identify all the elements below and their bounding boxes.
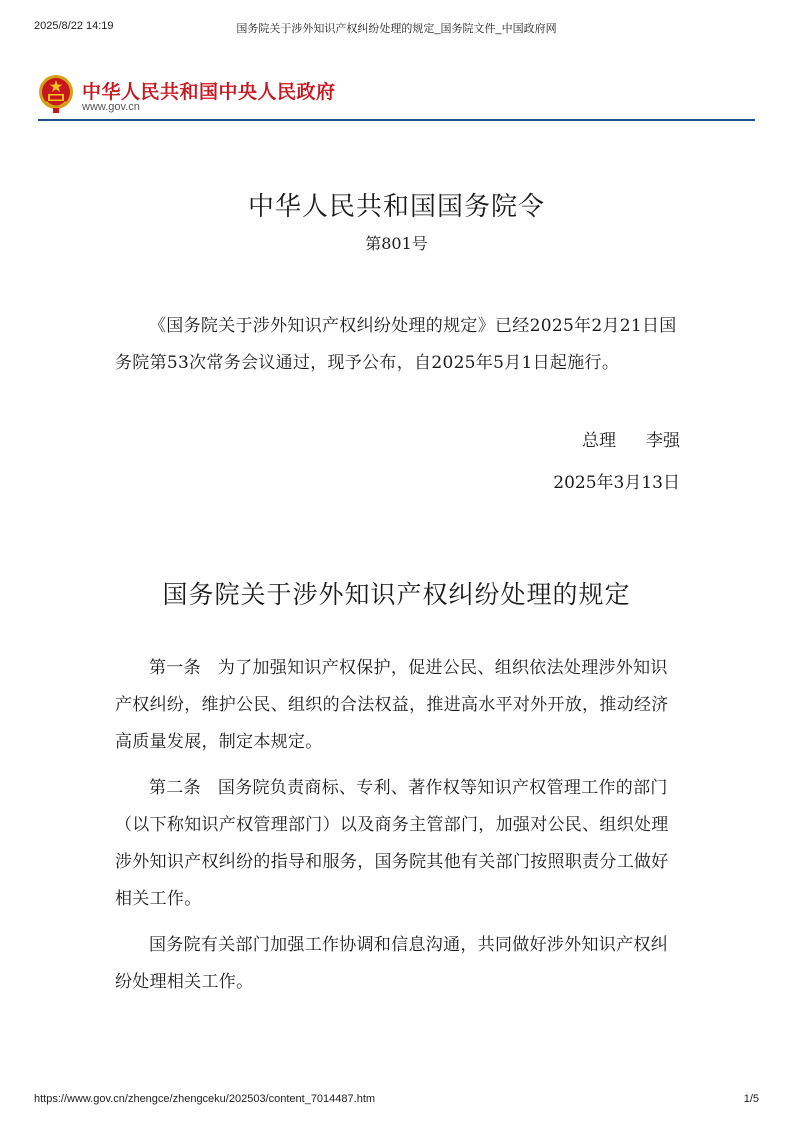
site-banner[interactable] — [38, 74, 755, 122]
article-text: 国务院有关部门加强工作协调和信息沟通，共同做好涉外知识产权纠纷处理相关工作。 — [115, 935, 668, 992]
print-page-title: 国务院关于涉外知识产权纠纷处理的规定_国务院文件_中国政府网 — [236, 23, 557, 35]
order-body: 《国务院关于涉外知识产权纠纷处理的规定》已经2025年2月21日国务院第53次常务会议通过，现予公布，自2025年5月1日起施行。 — [115, 316, 677, 373]
article-paragraph — [115, 927, 680, 1001]
signer-title: 总理 — [582, 431, 616, 451]
regulation-articles — [115, 650, 680, 1010]
signer — [115, 426, 680, 451]
national-emblem-icon — [38, 74, 74, 114]
print-header — [34, 20, 759, 36]
article-text: 为了加强知识产权保护，促进公民、组织依法处理涉外知识产权纠纷，维护公民、组织的合法权益，推进高水平对外开放，推动经济高质量发展，制定本规定。 — [115, 658, 669, 752]
print-timestamp: 2025/8/22 14:19 — [34, 20, 114, 32]
site-name: 中华人民共和国中央人民政府 — [82, 81, 336, 103]
article-paragraph — [115, 650, 680, 761]
order-title: 中华人民共和国国务院令 — [247, 192, 545, 222]
site-url: www.gov.cn — [82, 101, 140, 113]
print-footer — [34, 1093, 759, 1109]
article-paragraph — [115, 770, 680, 918]
page-number: 1/5 — [743, 1093, 759, 1105]
order-number: 第801号 — [365, 234, 428, 253]
page-url[interactable]: https://www.gov.cn/zhengce/zhengceku/202503/content_7014487.htm — [34, 1093, 376, 1105]
article-number: 第二条 — [149, 778, 201, 798]
signing-date: 2025年3月13日 — [553, 473, 680, 493]
signer-name: 李强 — [646, 431, 680, 451]
article-number: 第一条 — [149, 658, 201, 678]
regulation-title: 国务院关于涉外知识产权纠纷处理的规定 — [162, 580, 631, 609]
banner-divider — [38, 119, 755, 121]
article-text: 国务院负责商标、专利、著作权等知识产权管理工作的部门（以下称知识产权管理部门）以及商务主管部门，加强对公民、组织处理涉外知识产权纠纷的指导和服务，国务院其他有关部门按照职责分工做好相关工作。 — [115, 778, 669, 909]
